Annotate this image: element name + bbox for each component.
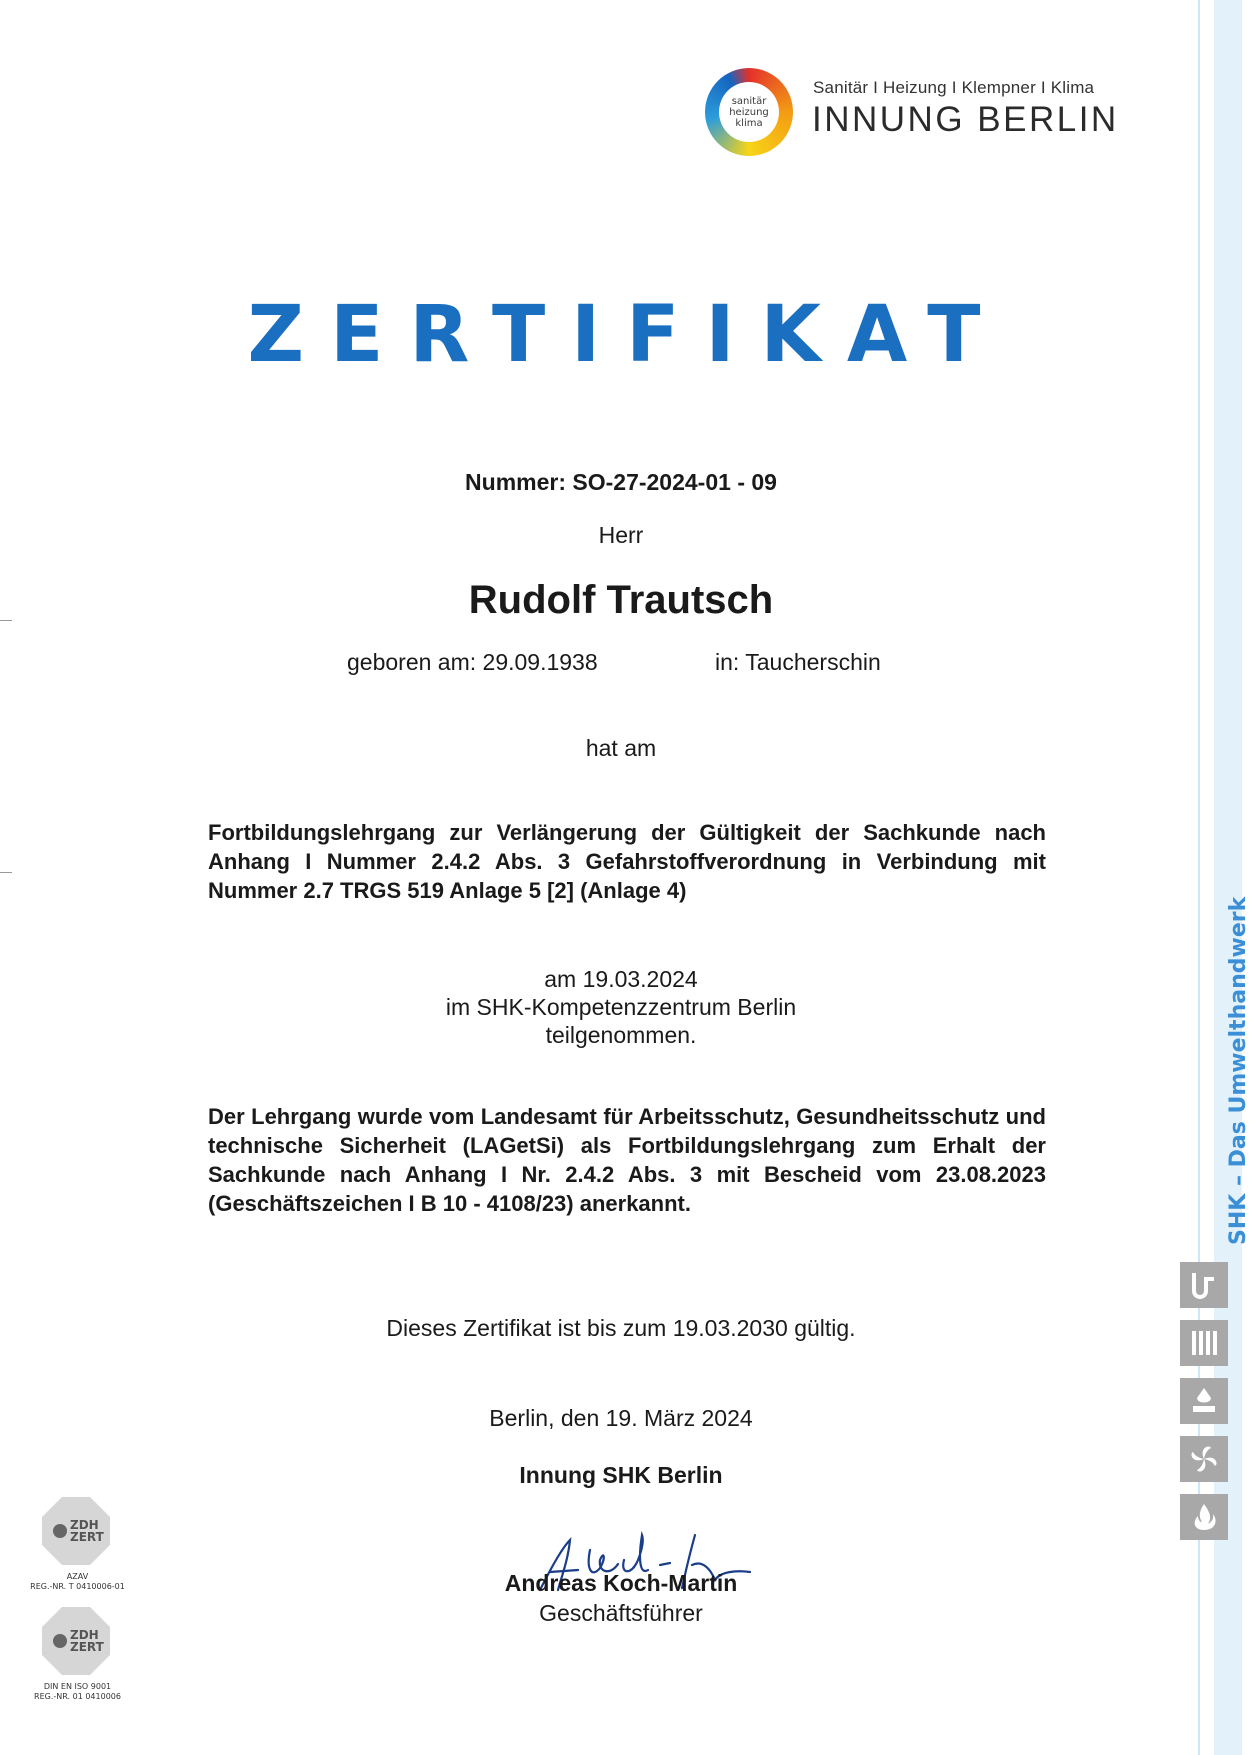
svg-text:ZERT: ZERT xyxy=(70,1640,104,1654)
zdh-zert-iso-badge-icon xyxy=(40,1605,112,1677)
logo-tagline: Sanitär I Heizung I Klempner I Klima xyxy=(813,78,1095,97)
signer-name: Andreas Koch-Martin xyxy=(504,1570,738,1596)
svg-text:ZERT: ZERT xyxy=(70,1530,104,1544)
pipe-icon xyxy=(1180,1262,1228,1308)
event-info xyxy=(0,965,1242,1049)
radiator-icon xyxy=(1180,1320,1228,1366)
innung-logo xyxy=(705,68,1135,158)
hat-am: hat am xyxy=(585,735,657,761)
logo-ring-icon xyxy=(705,68,793,156)
trade-icons xyxy=(1180,1262,1228,1552)
logo-inner-text: sanitär heizung klima xyxy=(719,82,779,142)
issuing-organization: Innung SHK Berlin xyxy=(519,1462,723,1488)
logo-org-name: INNUNG BERLIN xyxy=(812,100,1119,139)
event-participated: teilgenommen. xyxy=(545,1022,697,1048)
fold-mark xyxy=(0,872,12,873)
person-name: Rudolf Trautsch xyxy=(468,578,774,622)
azav-label: AZAV REG.-NR. T 0410006-01 xyxy=(30,1572,125,1591)
fold-mark xyxy=(0,620,12,621)
recognition-text: Der Lehrgang wurde vom Landesamt für Arbeitsschutz, Gesundheitsschutz und technische Sicherheit (LAGetSi) als Fortbildungslehrgang zum Erhalt der Sachkunde nach Anhang I Nr. 2.4.2 Abs. 3 mit Bescheid vom 23.08.2023 (Geschäftszeichen I B 10 - 4108/23) anerkannt. xyxy=(208,1104,1046,1216)
zdh-zert-badge-icon xyxy=(40,1495,112,1567)
iso-label: DIN EN ISO 9001 REG.-NR. 01 0410006 xyxy=(34,1682,121,1701)
flame-icon xyxy=(1180,1494,1228,1540)
fan-icon xyxy=(1180,1436,1228,1482)
salutation: Herr xyxy=(598,522,644,548)
birth-place: in: Taucherschin xyxy=(715,649,881,675)
certificate-number: Nummer: SO-27-2024-01 - 09 xyxy=(465,469,777,495)
certificate-title: ZERTIFIKAT xyxy=(247,290,1007,380)
event-date: am 19.03.2024 xyxy=(544,966,698,992)
svg-text:ZDH: ZDH xyxy=(70,1518,99,1532)
validity-text: Dieses Zertifikat ist bis zum 19.03.2030 gültig. xyxy=(386,1315,856,1341)
dome-roof-icon xyxy=(1180,1378,1228,1424)
birth-date: geboren am: 29.09.1938 xyxy=(347,649,598,675)
course-description: Fortbildungslehrgang zur Verlängerung der Gültigkeit der Sachkunde nach Anhang I Nummer 2.4.2 Abs. 3 Gefahrstoffverordnung in Verbindung mit Nummer 2.7 TRGS 519 Anlage 5 [2] (Anlage 4) xyxy=(208,820,1046,903)
signer-role: Geschäftsführer xyxy=(539,1600,703,1626)
svg-text:ZDH: ZDH xyxy=(70,1628,99,1642)
event-location: im SHK-Kompetenzzentrum Berlin xyxy=(445,994,797,1020)
place-date: Berlin, den 19. März 2024 xyxy=(489,1405,753,1431)
side-slogan: SHK – Das Umwelthandwerk xyxy=(1226,896,1251,1245)
